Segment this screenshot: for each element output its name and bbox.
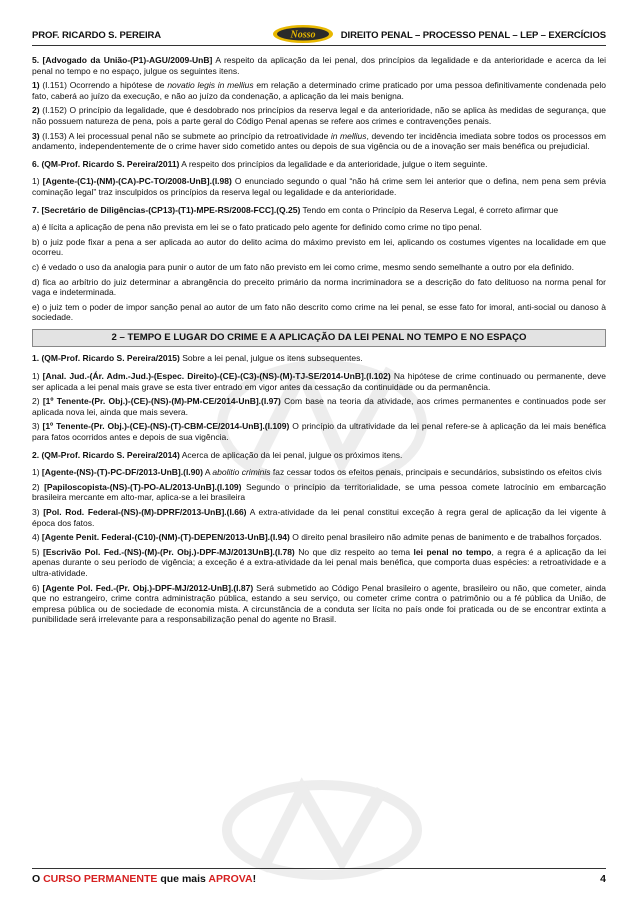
section-question-2-item-6 <box>32 583 606 625</box>
option-b: b) o juiz pode fixar a pena a ser aplicada ao autor do delito acima do máximo previsto em lei, aplicando os costumes vigentes na localidade em que ocorreu. <box>32 236 606 258</box>
item-text: O princípio da ultratividade da lei penal refere-se à aplicação da lei mais benéfica para fatos ocorridos antes e depois de sua vigência. <box>32 421 606 443</box>
option-e: e) o juiz tem o poder de impor sanção penal ao autor de um fato não descrito como crime na lei penal, se esse fato for imoral, anti-social ou danoso à sociedade. <box>32 301 606 323</box>
question-5-intro <box>32 55 606 76</box>
item-source: [1º Tenente-(Pr. Obj.)-(CE)-(NS)-(M)-PM-CE/2014-UnB].(I.97) <box>39 396 281 407</box>
section-heading: 2 – TEMPO E LUGAR DO CRIME E A APLICAÇÃO DA LEI PENAL NO TEMPO E NO ESPAÇO <box>32 329 606 348</box>
option-a: a) é lícita a aplicação de pena não prevista em lei se o fato praticado pelo agente for definido como crime no tipo penal. <box>32 222 482 233</box>
question-text: Acerca de aplicação da lei penal, julgue os próximos itens. <box>179 449 403 460</box>
item-text: faz cessar todos os efeitos penais, principais e secundários, subsistindo os efeitos civis <box>270 467 602 478</box>
slogan-highlight: CURSO PERMANENTE <box>43 873 158 885</box>
item-number: 1) <box>32 371 40 382</box>
item-text: , devendo ter incidência imediata sobre todos os processos em andamento, independentemente de o crime haver sido cometido antes ou depois de sua vigência ou de a inovação ser mais benéfica ou prejudicial. <box>32 130 606 152</box>
question-label: 1. (QM-Prof. Ricardo S. Pereira/2015) <box>32 353 180 364</box>
item-number: 3) <box>32 130 40 141</box>
question-5-item-1 <box>32 80 606 101</box>
item-source: [Anal. Jud.-(Ár. Adm.-Jud.)-(Espec. Direito)-(CE)-(C3)-(NS)-(M)-TJ-SE/2014-UnB].(I.102) <box>39 371 391 382</box>
item-source: [Papiloscopista-(NS)-(T)-PO-AL/2013-UnB].(I.109) <box>39 481 242 492</box>
page-footer <box>32 868 606 886</box>
item-number: 1) <box>32 80 40 91</box>
item-number: 2) <box>32 396 40 407</box>
item-text: A <box>202 467 213 478</box>
item-bold: lei penal no tempo <box>413 546 492 557</box>
item-source: [Escrivão Pol. Fed.-(NS)-(M)-(Pr. Obj.)-DPF-MJ/2013UnB].(I.78) <box>39 546 295 557</box>
course-logo <box>272 24 334 44</box>
item-number: 1) <box>32 467 40 478</box>
item-text: , a regra é a aplicação da lei apenas durante o seu período de vigência; a exceção é a extra-atividade da lei penal mais benéfica, que comporta duas espécies: a retroatividade e a ultra-atividade. <box>32 546 606 578</box>
header-rule <box>32 45 606 46</box>
slogan-part: O <box>32 873 44 885</box>
option-d: d) fica ao arbítrio do juiz determinar a abrangência do preceito primário da norma incriminadora se a descrição do fato delituoso na norma penal for vaga e indeterminada. <box>32 276 606 298</box>
item-italic: novatio legis in mellius <box>167 80 254 91</box>
item-number: 3) <box>32 507 40 517</box>
question-label: 7. [Secretário de Diligências-(CP13)-(T1)-MPE-RS/2008-FCC].(Q.25) <box>32 204 301 215</box>
item-text: O direito penal brasileiro não admite penas de banimento e de trabalhos forçados. <box>289 532 602 543</box>
header-author: PROF. RICARDO S. PEREIRA <box>32 30 162 41</box>
item-source: [Agente-(NS)-(T)-PC-DF/2013-UnB].(I.90) <box>39 467 203 478</box>
question-5-item-2 <box>32 105 606 126</box>
question-label: 6. (QM-Prof. Ricardo S. Pereira/2011) <box>32 158 180 169</box>
item-italic: in mellius <box>330 130 367 141</box>
option-c: c) é vedado o uso da analogia para punir o autor de um fato não previsto em lei como crime, mesmo sendo semelhante a outro por ela definido. <box>32 261 574 272</box>
item-source: [Agente-(C1)-(NM)-(CA)-PC-TO/2008-UnB].(I.98) <box>39 176 232 187</box>
section-question-1-item-3 <box>32 421 606 442</box>
item-text: O enunciado segundo o qual “não há crime sem lei anterior que o defina, nem pena sem prévia cominação legal” traz insculpidos os princípios da reserva legal ou legalidade e da anterioridade. <box>32 176 606 197</box>
item-text: A extra-atividade da lei penal constitui exceção à regra geral de aplicação da lei vigente à época dos fatos. <box>32 507 607 528</box>
item-number: 3) <box>32 421 40 432</box>
item-number: 2) <box>32 105 40 116</box>
question-text: A respeito da aplicação da lei penal, dos princípios da legalidade e da anterioridade e acerca da lei penal no tempo e no espaço, julgue os seguintes itens. <box>32 55 606 76</box>
item-number: 6) <box>32 582 40 593</box>
question-5-item-3 <box>32 131 606 152</box>
question-7-intro <box>32 205 606 216</box>
item-text: Com base na teoria da atividade, aos crimes permanentes e continuados pode ser aplicada nova lei, ainda que mais severa. <box>32 396 606 417</box>
item-text: (I.152) O princípio da legalidade, que é desdobrado nos princípios da reserva legal e da anterioridade, não se aplica às medidas de segurança, que não possuem natureza de pena, pois a parte geral do Código Penal apenas se refere aos crimes e contravenções penais. <box>32 105 606 126</box>
section-question-2-item-1 <box>32 467 606 478</box>
footer-rule <box>32 868 606 869</box>
item-source: [1º Tenente-(Pr. Obj.)-(CE)-(NS)-(T)-CBM-CE/2014-UnB].(I.109) <box>39 421 290 432</box>
question-text: Sobre a lei penal, julgue os itens subsequentes. <box>179 353 363 364</box>
item-number: 1) <box>32 176 40 187</box>
item-text: Na hipótese de crime continuado ou permanente, deve ser aplicada a lei penal mais grave se esta tiver entrado em vigor antes da cessação da continuidade ou da permanência. <box>32 371 606 392</box>
logo-wordmark: Nosso <box>290 29 316 41</box>
header-subject: DIREITO PENAL – PROCESSO PENAL – LEP – EXERCÍCIOS <box>340 30 606 41</box>
slogan-part: ! <box>252 873 257 885</box>
page-content <box>32 55 606 629</box>
item-source: [Agente Pol. Fed.-(Pr. Obj.)-DPF-MJ/2012-UnB].(I.87) <box>39 582 254 593</box>
section-question-1-item-1 <box>32 371 606 392</box>
item-number: 2) <box>32 481 40 492</box>
question-6-intro <box>32 159 606 170</box>
footer-slogan <box>32 873 256 885</box>
question-text: Tendo em conta o Princípio da Reserva Legal, é correto afirmar que <box>300 204 559 215</box>
item-source: [Agente Penit. Federal-(C10)-(NM)-(T)-DEPEN/2013-UnB].(I.94) <box>39 532 290 543</box>
slogan-highlight: APROVA <box>208 873 253 885</box>
section-question-2-item-2 <box>32 482 606 503</box>
section-question-1-item-2 <box>32 396 606 417</box>
section-question-2-intro <box>32 450 606 461</box>
section-question-2-item-4 <box>32 532 606 543</box>
page-number: 4 <box>600 873 606 885</box>
item-text: Segundo o princípio da territorialidade, se uma pessoa comete latrocínio em embarcação brasileira mercante em alto-mar, aplica-se a lei brasileira <box>32 481 606 503</box>
item-source: [Pol. Rod. Federal-(NS)-(M)-DPRF/2013-UnB].(I.66) <box>39 507 247 517</box>
question-label: 5. [Advogado da União-(P1)-AGU/2009-UnB] <box>32 55 213 65</box>
item-number: 4) <box>32 532 40 543</box>
item-text: No que diz respeito ao tema <box>294 546 414 557</box>
slogan-part: que mais <box>157 873 209 885</box>
item-text: em relação a determinado crime praticado por uma pessoa definitivamente condenada pelo fato, caberá ao juízo da execução, e não ao juízo da condenação, a aplicação da lei mais benigna. <box>32 80 606 101</box>
question-label: 2. (QM-Prof. Ricardo S. Pereira/2014) <box>32 449 180 460</box>
item-italic: abolitio criminis <box>212 467 271 478</box>
item-text: (I.151) Ocorrendo a hipótese de <box>39 80 168 91</box>
section-question-2-item-3 <box>32 507 606 528</box>
question-text: A respeito dos princípios da legalidade e da anterioridade, julgue o item seguinte. <box>179 158 488 169</box>
section-question-2-item-5 <box>32 547 606 579</box>
section-question-1-intro <box>32 353 606 364</box>
item-text: (I.153) A lei processual penal não se submete ao princípio da retroatividade <box>39 130 331 141</box>
question-6-item-1 <box>32 176 606 197</box>
item-number: 5) <box>32 546 40 557</box>
item-text: Será submetido ao Código Penal brasileiro o agente, brasileiro ou não, que cometer, ainda que no estrangeiro, crime contra administração pública, estando a seu serviço, ou cometer crime contra o patrimônio ou a fé pública da União, de empresa pública ou de sociedade de economia mista. A circunstância de a conduta ser lícita no país onde foi praticada ou de se encontrar extinta a punibilidade será irrelevante para a responsabilização penal do agente no Brasil. <box>32 582 606 625</box>
